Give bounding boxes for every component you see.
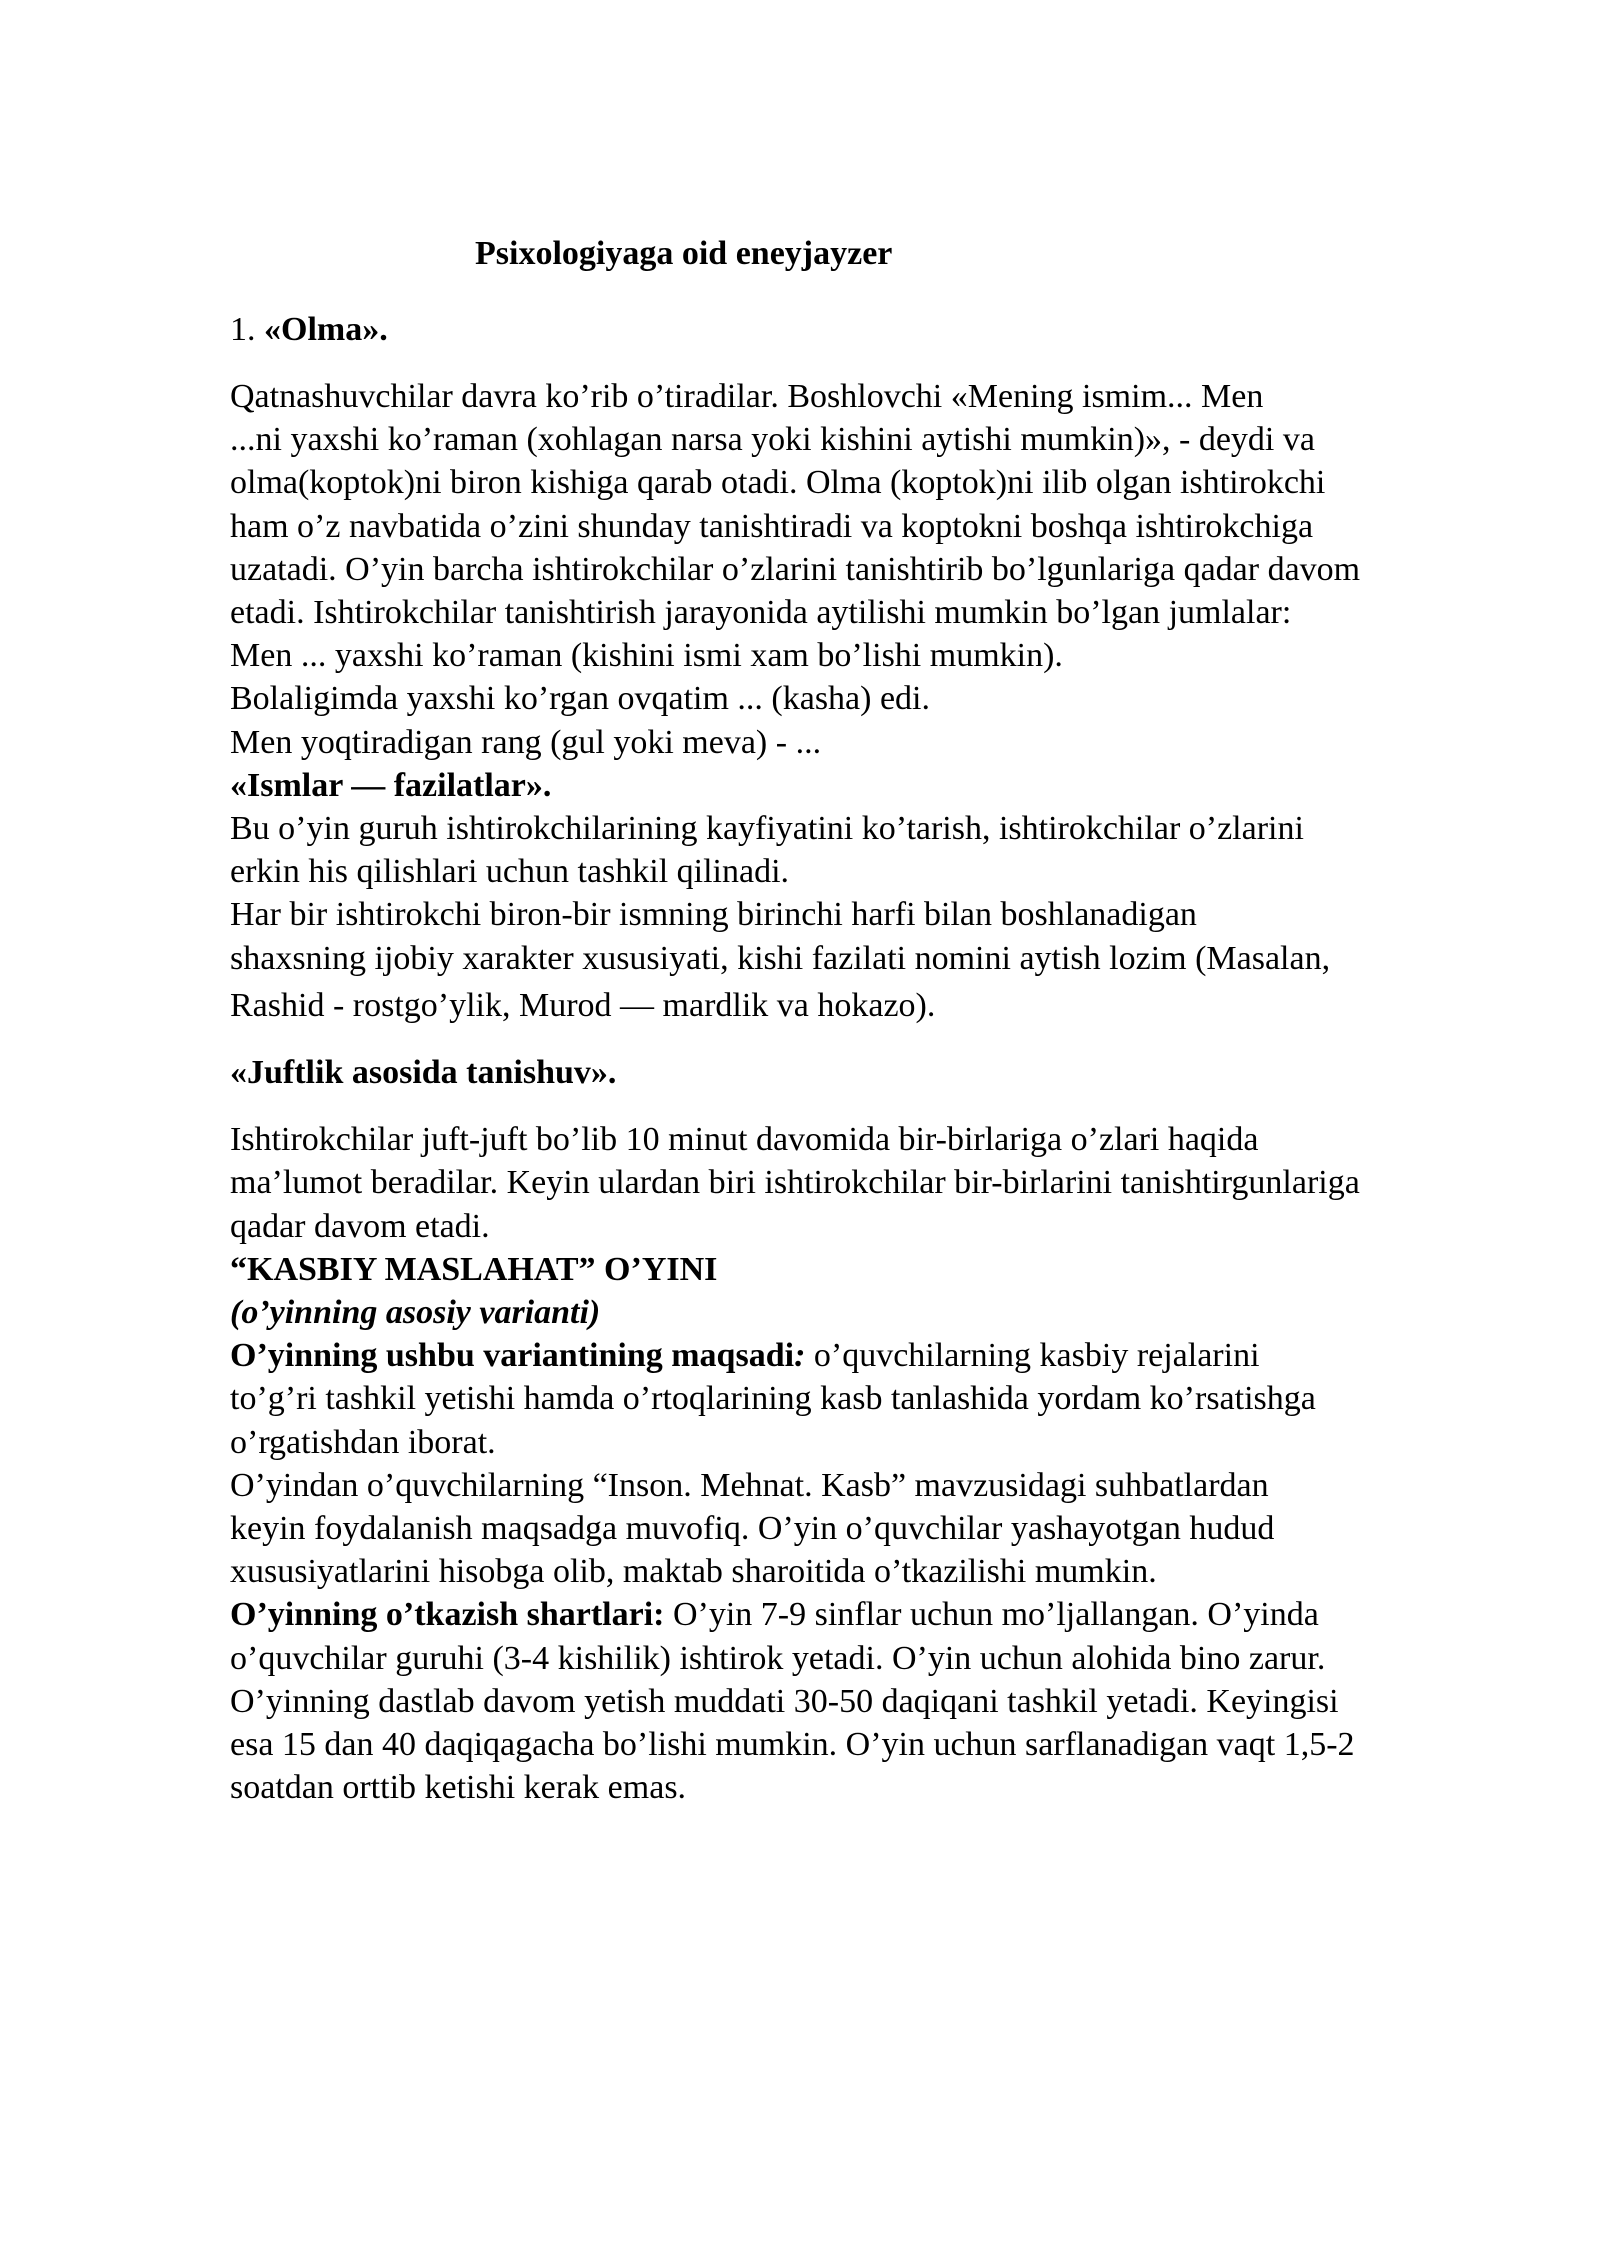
text-line: Men ... yaxshi ko’raman (kishini ismi xam bo’lishi mumkin). <box>230 637 1063 675</box>
goal-line <box>230 1334 1530 1377</box>
text-line: soatdan orttib ketishi kerak emas. <box>230 1769 687 1807</box>
conditions-label: O’yinning o’tkazish shartlari: <box>230 1596 665 1634</box>
text-line: shaxsning ijobiy xarakter xususiyati, kishi fazilati nomini aytish lozim (Masalan, <box>230 939 1331 977</box>
text-line: o’quvchilar guruhi (3-4 kishilik) ishtirok yetadi. O’yin uchun alohida bino zarur. <box>230 1639 1326 1677</box>
section-olma-heading <box>230 308 1530 351</box>
goal-colon: : <box>794 1337 806 1375</box>
section-heading: “KASBIY MASLAHAT” O’YINI <box>230 1250 718 1288</box>
text-line: Qatnashuvchilar davra ko’rib o’tiradilar. Boshlovchi «Mening ismim... Men <box>230 378 1264 415</box>
text-line: Bolaligimda yaxshi ko’rgan ovqatim ... (kasha) edi. <box>230 680 931 718</box>
section-heading: «Juftlik asosida tanishuv». <box>230 1054 617 1092</box>
text-line: Har bir ishtirokchi biron-bir ismning birinchi harfi bilan boshlanadigan <box>230 896 1197 934</box>
section-title: «Olma». <box>264 311 388 348</box>
text-line: ham o’z navbatida o’zini shunday tanishtiradi va koptokni boshqa ishtirokchiga <box>230 507 1314 545</box>
olma-paragraph <box>230 375 1530 764</box>
conditions-text: O’yin 7-9 sinflar uchun mo’ljallangan. O’yinda <box>664 1596 1319 1634</box>
text-line: O’yindan o’quvchilarning “Inson. Mehnat. Kasb” mavzusidagi suhbatlardan <box>230 1466 1269 1504</box>
ismlar-section <box>230 764 1530 1027</box>
text-line: ...ni yaxshi ko’raman (xohlagan narsa yoki kishini aytishi mumkin)», - deydi va <box>230 421 1315 459</box>
text-line: erkin his qilishlari uchun tashkil qilinadi. <box>230 853 790 891</box>
document-title: Psixologiyaga oid eneyjayzer <box>475 235 893 272</box>
text-line: olma(koptok)ni biron kishiga qarab otadi. Olma (koptok)ni ilib olgan ishtirokchi <box>230 464 1326 502</box>
document-content <box>230 232 1530 1810</box>
section-subheading: (o’yinning asosiy varianti) <box>230 1294 601 1332</box>
text-line: to’g’ri tashkil yetishi hamda o’rtoqlarining kasb tanlashida yordam ko’rsatishga <box>230 1380 1316 1418</box>
text-line: keyin foydalanish maqsadga muvofiq. O’yin o’quvchilar yashayotgan hudud <box>230 1510 1275 1548</box>
text-line: o’rgatishdan iborat. <box>230 1423 496 1461</box>
text-line: ma’lumot beradilar. Keyin ulardan biri ishtirokchilar bir-birlarini tanishtirgunlariga <box>230 1164 1360 1202</box>
text-line: etadi. Ishtirokchilar tanishtirish jarayonida aytilishi mumkin bo’lgan jumlalar: <box>230 594 1292 632</box>
text-line: xususiyatlarini hisobga olib, maktab sharoitida o’tkazilishi mumkin. <box>230 1553 1157 1591</box>
section-heading: «Ismlar — fazilatlar». <box>230 766 552 804</box>
text-line: esa 15 dan 40 daqiqagacha bo’lishi mumkin. O’yin uchun sarflanadigan vaqt 1,5-2 <box>230 1726 1355 1764</box>
conditions-line <box>230 1593 1530 1636</box>
juftlik-heading-block <box>230 1051 1530 1094</box>
goal-text: o’quvchilarning kasbiy rejalarini <box>805 1337 1260 1375</box>
goal-label: O’yinning ushbu variantining maqsadi <box>230 1337 795 1375</box>
text-line: Bu o’yin guruh ishtirokchilarining kayfiyatini ko’tarish, ishtirokchilar o’zlarini <box>230 810 1304 848</box>
text-line: O’yinning dastlab davom yetish muddati 30-50 daqiqani tashkil yetadi. Keyingisi <box>230 1682 1339 1720</box>
text-line: Men yoqtiradigan rang (gul yoki meva) - ... <box>230 723 822 761</box>
text-line: Rashid - rostgo’ylik, Murod — mardlik va hokazo). <box>230 986 936 1024</box>
text-line: uzatadi. O’yin barcha ishtirokchilar o’zlarini tanishtirib bo’lgunlariga qadar davom <box>230 550 1361 588</box>
text-line: Ishtirokchilar juft-juft bo’lib 10 minut davomida bir-birlariga o’zlari haqida <box>230 1121 1259 1159</box>
text-line: qadar davom etadi. <box>230 1207 490 1245</box>
juftlik-section <box>230 1118 1530 1809</box>
section-number: 1. <box>230 311 256 348</box>
